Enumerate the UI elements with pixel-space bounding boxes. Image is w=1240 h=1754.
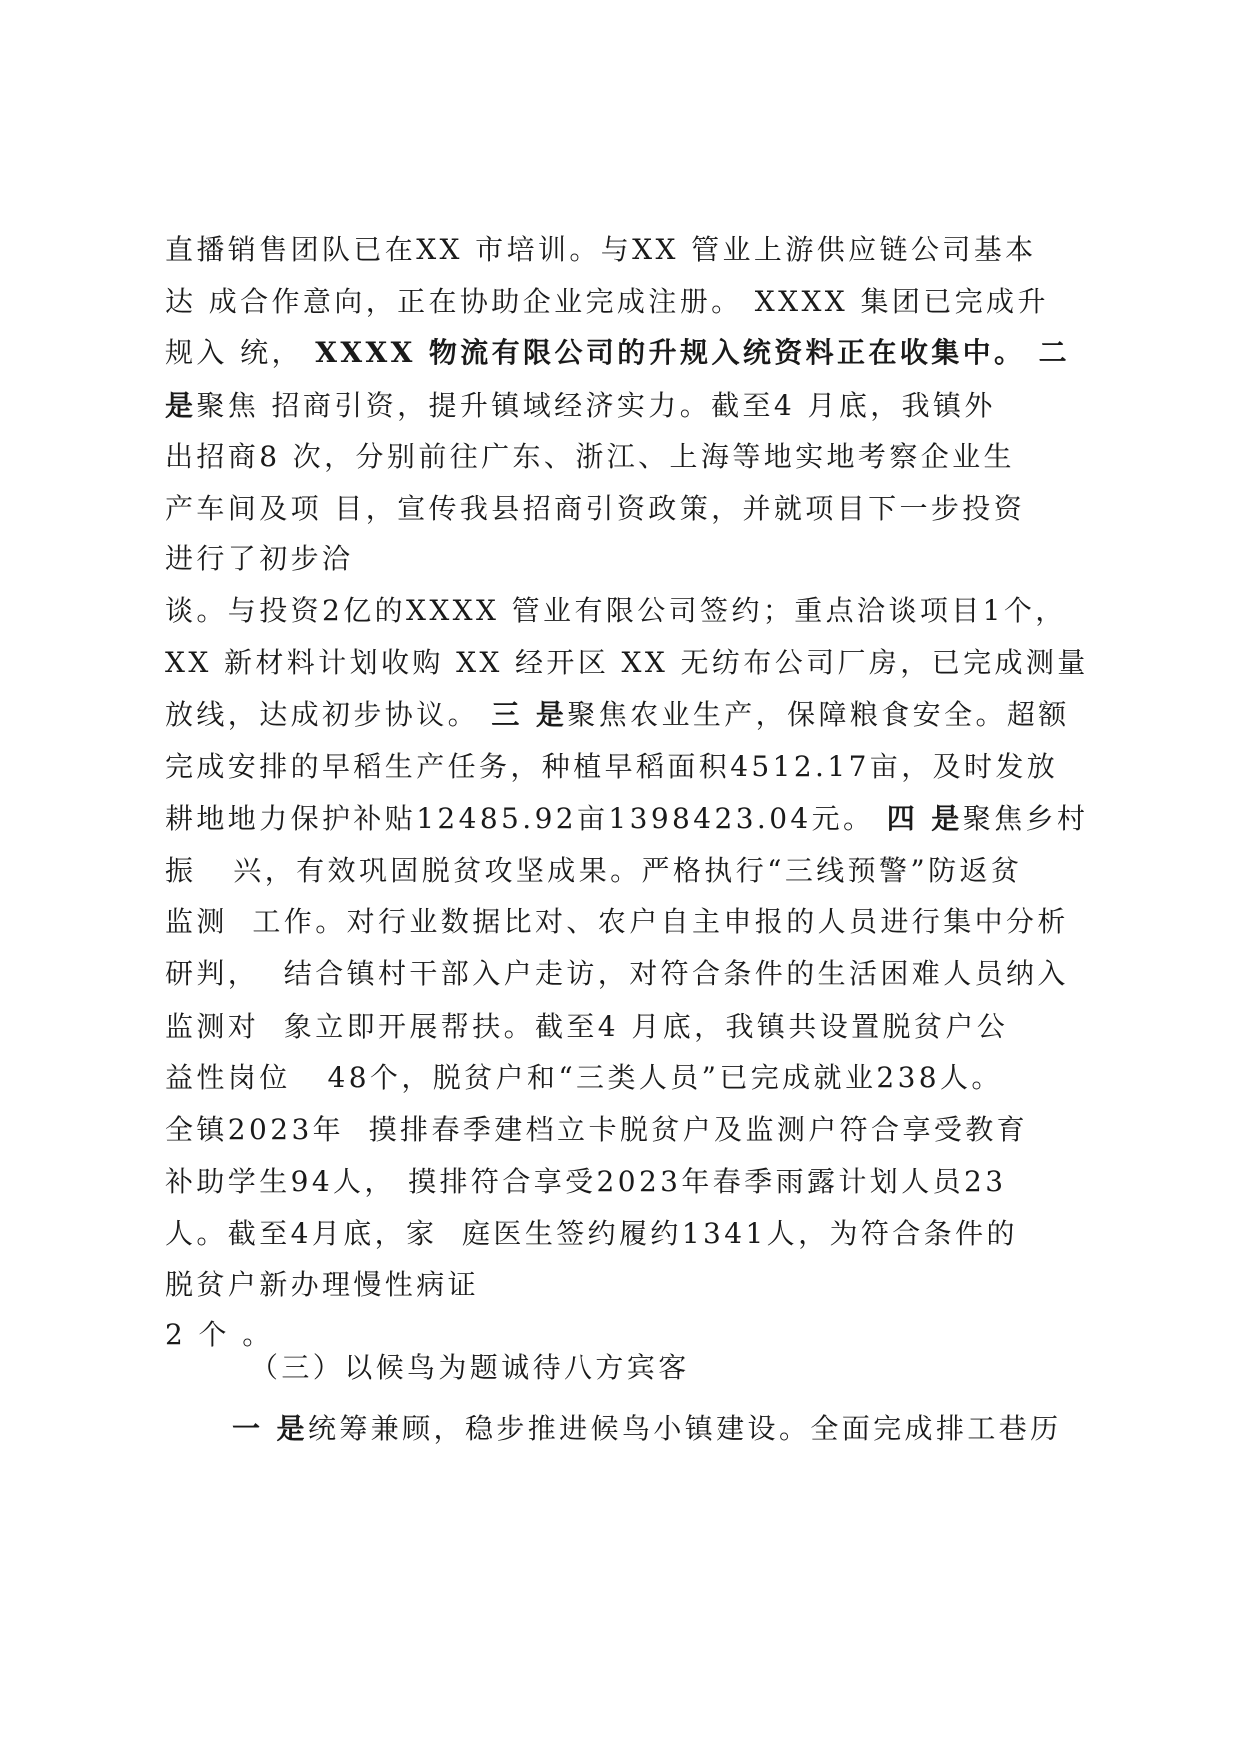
text-line [165, 435, 1015, 479]
text-segment: 产车间及项 目，宣传我县招商引资政策，并就项目下一步投资 [165, 492, 1026, 525]
text-line [165, 693, 1070, 737]
text-line [165, 641, 1089, 685]
text-segment: 补助学生94人， 摸排符合享受2023年春季雨露计划人员23 [165, 1165, 1007, 1198]
text-segment: 完成安排的早稻生产任务，种植早稻面积4512.17亩，及时发放 [165, 750, 1059, 783]
text-line [165, 952, 1069, 996]
text-line [165, 331, 1070, 375]
text-line [165, 228, 1037, 272]
text-segment: 聚焦乡村 [962, 802, 1089, 835]
text-segment: 监测 工作。对行业数据比对、农户自主申报的人员进行集中分析 [165, 905, 1069, 938]
text-line [165, 280, 1049, 324]
bold-text-segment: XXXX 物流有限公司的升规入统资料正在收集中。 二 [315, 336, 1070, 369]
text-segment: 耕地地力保护补贴12485.92亩1398423.04元。 [165, 802, 887, 835]
text-segment: 振 兴，有效巩固脱贫攻坚成果。严格执行“三线预警”防返贫 [165, 854, 1023, 887]
text-segment: 规入 统， [165, 336, 316, 369]
text-line [165, 1005, 1008, 1049]
text-segment: 放线，达成初步协议。 [165, 698, 492, 731]
bold-text-segment: 三 是 [491, 698, 568, 731]
text-line [165, 1212, 1018, 1256]
text-line [165, 797, 1088, 841]
bold-text-segment: 四 是 [886, 802, 963, 835]
text-segment: 2 个 。 [165, 1318, 274, 1351]
text-line [165, 745, 1058, 789]
text-segment: 人。截至4月底，家 庭医生签约履约1341人，为符合条件的 [165, 1217, 1018, 1250]
text-segment: 研判， 结合镇村干部入户走访，对符合条件的生活困难人员纳入 [165, 957, 1069, 990]
text-segment: XX 新材料计划收购 XX 经开区 XX 无纺布公司厂房，已完成测量 [165, 646, 1089, 679]
bold-text-segment: 一 是 [232, 1412, 308, 1445]
text-segment: 益性岗位 48个，脱贫户和“三类人员”已完成就业238人。 [165, 1061, 1003, 1094]
text-segment: 聚焦农业生产，保障粮食安全。超额 [567, 698, 1070, 731]
text-segment: 聚焦 招商引资，提升镇域经济实力。截至4 月底，我镇外 [196, 389, 996, 422]
text-line [165, 849, 1022, 893]
text-segment: 达 成合作意向，正在协助企业完成注册。 XXXX 集团已完成升 [165, 285, 1049, 318]
text-line [165, 1056, 1003, 1100]
text-segment: 直播销售团队已在XX 市培训。与XX 管业上游供应链公司基本 [165, 233, 1037, 266]
section-heading: （三）以候鸟为题诚待八方宾客 [250, 1351, 690, 1384]
text-line [165, 384, 996, 428]
text-segment: 脱贫户新办理慢性病证 [165, 1268, 480, 1301]
text-line [165, 900, 1069, 944]
text-segment: 进行了初步洽 [165, 542, 354, 575]
text-segment: 统筹兼顾，稳步推进候鸟小镇建设。全面完成排工巷历 [307, 1412, 1062, 1445]
text-line [165, 1263, 479, 1307]
text-segment: 全镇2023年 摸排春季建档立卡脱贫户及监测户符合享受教育 [165, 1113, 1029, 1146]
text-line [165, 589, 1067, 633]
text-line [165, 1108, 1028, 1152]
bold-text-segment: 是 [165, 389, 197, 422]
text-line [165, 1160, 1006, 1204]
text-segment: 监测对 象立即开展帮扶。截至4 月底，我镇共设置脱贫户公 [165, 1010, 1009, 1043]
paragraph-first-line [232, 1407, 1062, 1451]
text-line [165, 487, 1025, 531]
text-segment: 谈。与投资2亿的XXXX 管业有限公司签约；重点洽谈项目1个， [165, 594, 1067, 627]
text-segment: 出招商8 次，分别前往广东、浙江、上海等地实地考察企业生 [165, 440, 1015, 473]
text-line [165, 537, 353, 581]
